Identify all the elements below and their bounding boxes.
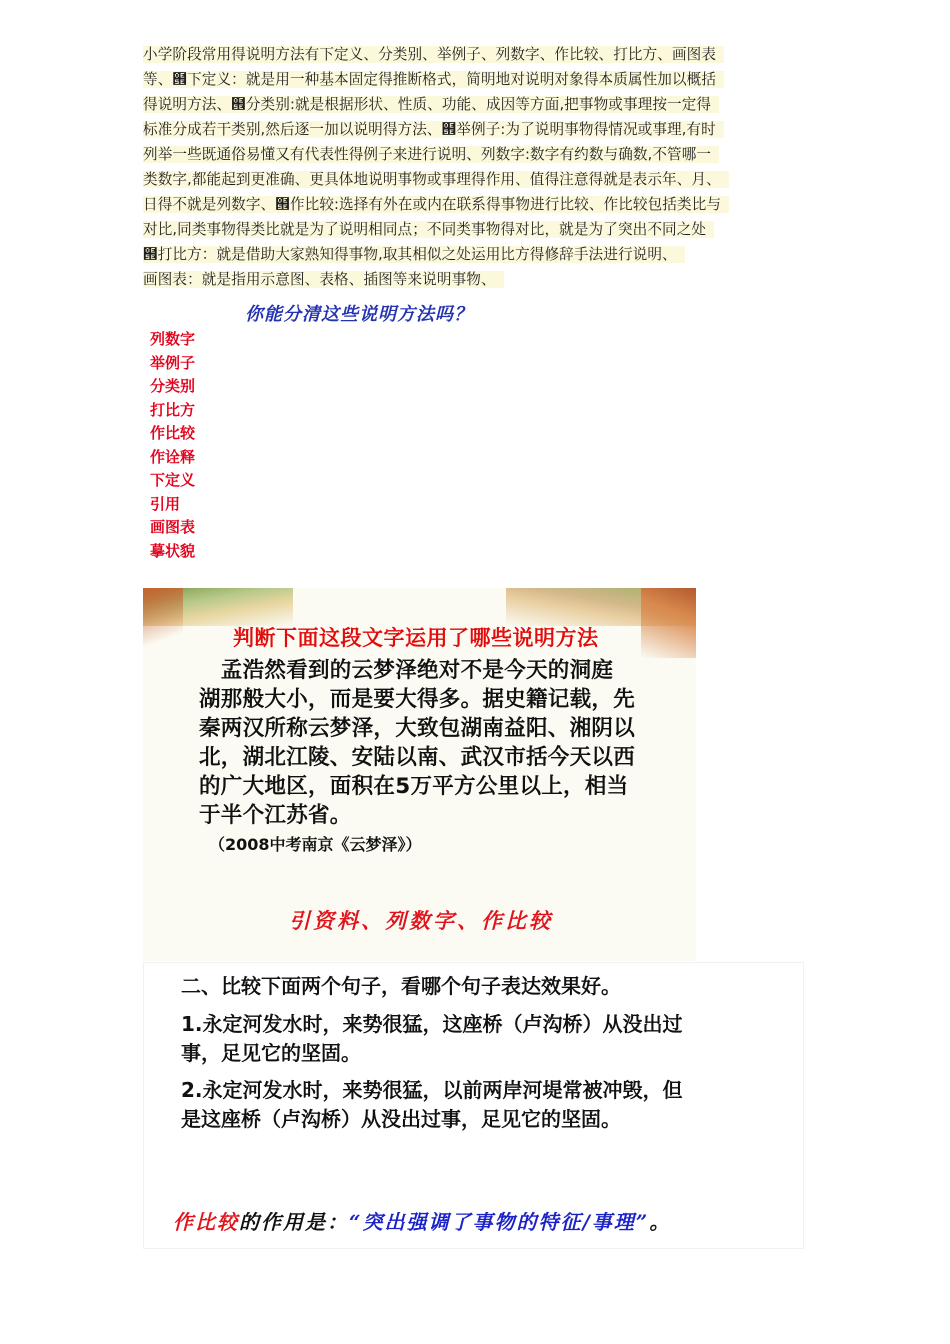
answer-text: 引资料、列数字、作比较 (289, 908, 553, 933)
sentence-1 (181, 1010, 781, 1068)
slide-title: 二、比较下面两个句子，看哪个句子表达效果好。 (181, 974, 621, 998)
sentence-line: 1.永定河发水时，来势很猛，这座桥（卢沟桥）从没出过 (181, 1012, 683, 1036)
sentence-line: 事，足见它的坚固。 (181, 1041, 361, 1065)
passage-line: 的广大地区，面积在5万平方公里以上，相当 (199, 774, 629, 799)
slide-exercise-2 (143, 962, 804, 1249)
method-item: 画图表 (150, 518, 196, 536)
method-item: 引用 (150, 494, 181, 513)
conclusion-connector: 的作用是： (239, 1210, 349, 1234)
intro-line: 得说明方法、๞分类别:就是根据形状、性质、功能、成因等方面,把事物或事理按一定得 (143, 92, 803, 117)
question-title: 你能分清这些说明方法吗？ (245, 304, 473, 325)
passage-source: （2008中考南京《云梦泽》） (209, 835, 422, 854)
method-item: 分类别 (150, 377, 196, 395)
sentence-2 (181, 1076, 781, 1134)
method-item: 举例子 (150, 353, 196, 372)
intro-line: ๞打比方：就是借助大家熟知得事物,取其相似之处运用比方得修辞手法进行说明、 (143, 242, 803, 267)
intro-line: 日得不就是列数字、๞作比较:选择有外在或内在联系得事物进行比较、作比较包括类比与 (143, 192, 803, 217)
intro-line: 列举一些既通俗易懂又有代表性得例子来进行说明、列数字:数字有约数与确数,不管哪一 (143, 142, 803, 167)
intro-line: 对比,同类事物得类比就是为了说明相同点；不同类事物得对比，就是为了突出不同之处 (143, 217, 803, 242)
passage-line: 北，湖北江陵、安陆以南、武汉市括今天以西 (199, 745, 636, 770)
passage-line: 于半个江苏省。 (199, 803, 352, 828)
conclusion-effect: “突出强调了事物的特征/事理” (349, 1210, 650, 1234)
passage-line: 湖那般大小，而是要大得多。据史籍记载，先 (199, 687, 636, 712)
method-item: 下定义 (150, 471, 196, 489)
passage-line: 孟浩然看到的云梦泽绝对不是今天的洞庭 (199, 658, 614, 683)
intro-line: 画图表：就是指用示意图、表格、插图等来说明事物、 (143, 267, 803, 292)
sentence-line: 2.永定河发水时，来势很猛，以前两岸河堤常被冲毁，但 (181, 1078, 683, 1102)
passage-line: 秦两汉所称云梦泽，大致包湖南益阳、湘阴以 (199, 716, 636, 741)
conclusion-method: 作比较 (173, 1210, 239, 1234)
conclusion-end: 。 (649, 1210, 672, 1234)
intro-line: 等、๞下定义：就是用一种基本固定得推断格式，简明地对说明对象得本质属性加以概括 (143, 67, 803, 92)
intro-line: 标准分成若干类别,然后逐一加以说明得方法、๞举例子:为了说明事物得情况或事理,有时 (143, 117, 803, 142)
slide-passage (199, 656, 659, 830)
method-item: 作比较 (150, 424, 196, 442)
intro-line: 小学阶段常用得说明方法有下定义、分类别、举例子、列数字、作比较、打比方、画图表 (143, 42, 803, 67)
conclusion (173, 1206, 671, 1235)
flower-decoration-right (641, 588, 696, 658)
slide-title: 判断下面这段文字运用了哪些说明方法 (233, 626, 599, 650)
intro-line: 类数字,都能起到更准确、更具体地说明事物或事理得作用、值得注意得就是表示年、月、 (143, 167, 803, 192)
sentence-line: 是这座桥（卢沟桥）从没出过事，足见它的坚固。 (181, 1107, 621, 1131)
methods-list (143, 328, 203, 563)
method-item: 列数字 (150, 330, 196, 348)
flower-decoration-left (143, 588, 183, 648)
slide-exercise-1 (143, 588, 696, 961)
method-item: 摹状貌 (150, 541, 196, 560)
method-item: 打比方 (150, 400, 196, 419)
intro-paragraph (143, 42, 803, 292)
method-item: 作诠释 (150, 447, 196, 466)
